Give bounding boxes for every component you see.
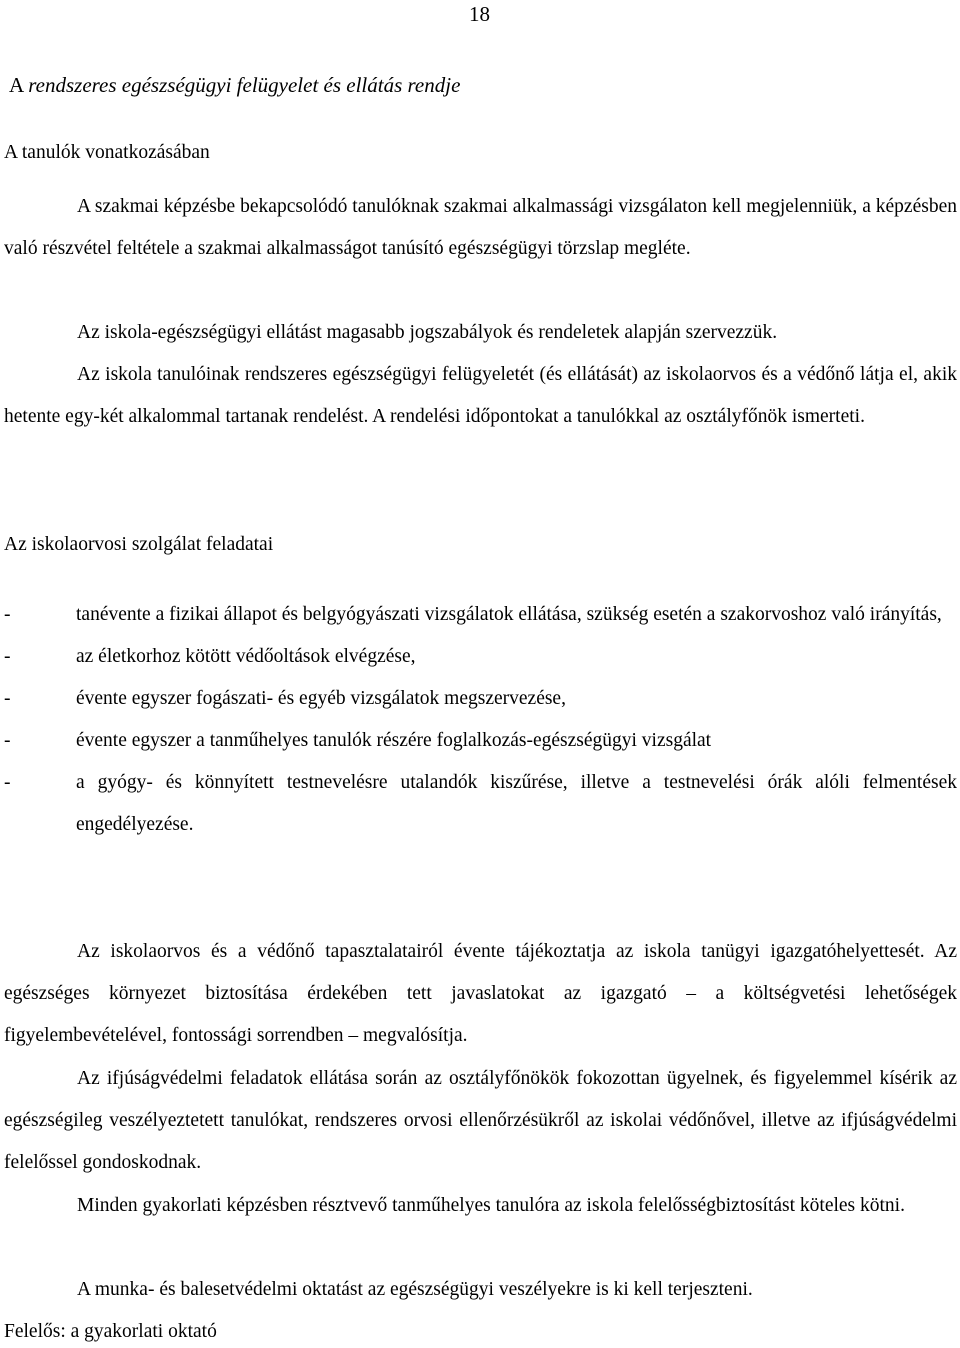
list-dash: - (4, 688, 11, 709)
paragraph-reporting: Az iskolaorvos és a védőnő tapasztalatairól évente tájékoztatja az iskola tanügyi igazgatóhelyettesét. Az egészséges környezet biztosítása érdekében tett javaslatokat az igazgató – a költségvetési lehetőségek figyelembevételével, fontossági sorrendben – megvalósítja. (4, 941, 957, 1046)
list-item (4, 720, 957, 762)
page-number: 18 (469, 2, 490, 26)
list-item (4, 762, 957, 846)
duties-heading: Az iskolaorvosi szolgálat feladatai (4, 534, 274, 555)
list-item (4, 636, 957, 678)
paragraph-safety-training: A munka- és balesetvédelmi oktatást az egészségügyi veszélyekre is ki kell terjeszteni. (77, 1279, 753, 1300)
paragraph-youth-protection: Az ifjúságvédelmi feladatok ellátása során az osztályfőnökök fokozottan ügyelnek, és figyelemmel kísérik az egészségileg veszélyeztetett tanulókat, rendszeres orvosi ellenőrzésükről az iskolai védőnővel, illetve az ifjúságvédelmi felelőssel gondoskodnak. (4, 1068, 957, 1173)
paragraph-supervision: Az iskola tanulóinak rendszeres egészségügyi felügyeletét (és ellátását) az iskolaorvos és a védőnő látja el, akik hetente egy-két alkalommal tartanak rendelést. A rendelési időpontokat a tanulókkal az osztályfőnök ismerteti. (4, 364, 957, 427)
list-dash: - (4, 730, 11, 751)
students-heading: A tanulók vonatkozásában (4, 142, 210, 163)
section-title-rest: rendszeres egészségügyi felügyelet és ellátás rendje (28, 73, 461, 97)
list-item-text: tanévente a fizikai állapot és belgyógyászati vizsgálatok ellátása, szükség esetén a szakorvoshoz való irányítás, (76, 604, 942, 625)
list-dash: - (4, 604, 11, 625)
list-dash: - (4, 772, 11, 793)
paragraph-insurance: Minden gyakorlati képzésben résztvevő tanműhelyes tanulóra az iskola felelősségbiztosítást köteles kötni. (77, 1195, 905, 1216)
section-title-lead: A (9, 73, 24, 97)
section-title (9, 75, 460, 96)
paragraph-school-health: Az iskola-egészségügyi ellátást magasabb jogszabályok és rendeletek alapján szervezzük. (77, 322, 778, 343)
responsible-line: Felelős: a gyakorlati oktató (4, 1321, 217, 1342)
list-item (4, 678, 957, 720)
list-item-text: a gyógy- és könnyített testnevelésre utalandók kiszűrése, illetve a testnevelési órák alóli felmentések engedélyezése. (76, 772, 957, 835)
list-item-text: évente egyszer fogászati- és egyéb vizsgálatok megszervezése, (76, 688, 566, 709)
list-dash: - (4, 646, 11, 667)
paragraph-aptitude: A szakmai képzésbe bekapcsolódó tanulóknak szakmai alkalmassági vizsgálaton kell megjelenniük, a képzésben való részvétel feltétele a szakmai alkalmasságot tanúsító egészségügyi törzslap megléte. (4, 196, 957, 259)
list-item-text: az életkorhoz kötött védőoltások elvégzése, (76, 646, 416, 667)
duties-list (4, 594, 957, 846)
list-item-text: évente egyszer a tanműhelyes tanulók részére foglalkozás-egészségügyi vizsgálat (76, 730, 712, 751)
list-item (4, 594, 957, 636)
